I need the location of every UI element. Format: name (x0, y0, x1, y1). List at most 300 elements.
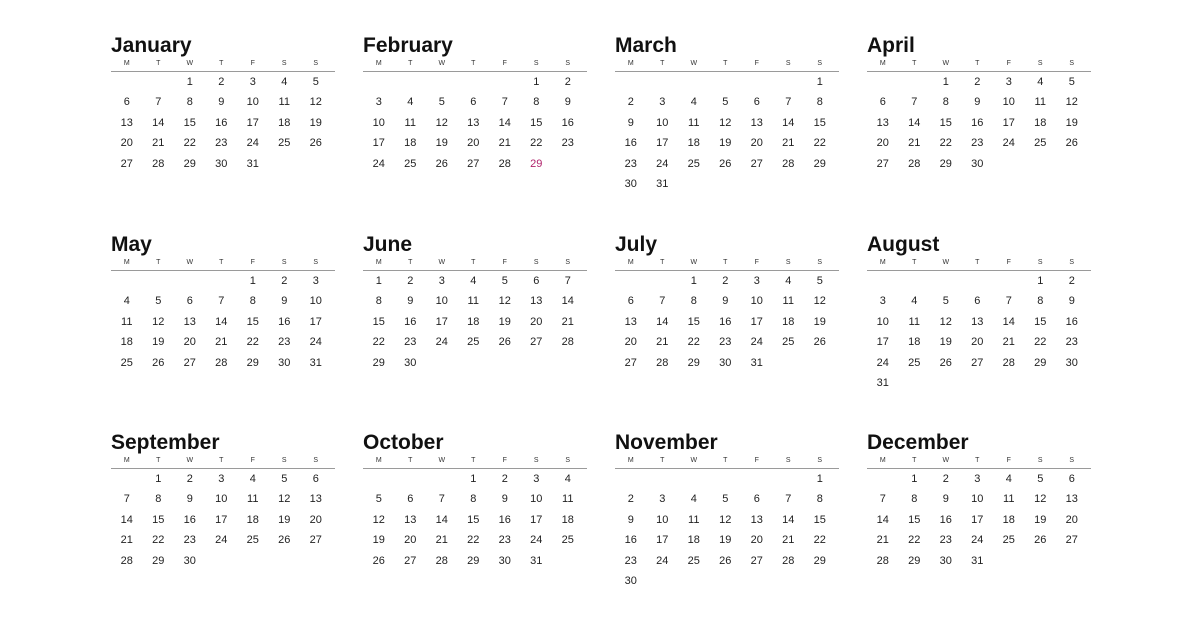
day-cell: 8 (1037, 295, 1044, 308)
day-cell: 14 (908, 116, 921, 129)
day-cell: 13 (876, 116, 889, 129)
day-cell: 6 (627, 295, 634, 308)
empty-day-cell (395, 469, 427, 489)
day-cell: 5 (1037, 473, 1044, 485)
day-cell: 19 (278, 513, 291, 526)
week-row (615, 469, 839, 489)
day-cell: 17 (971, 513, 984, 526)
day-cell: 27 (1065, 534, 1078, 547)
day-cell: 18 (561, 513, 574, 526)
day-cell: 10 (246, 96, 259, 109)
day-cell: 21 (656, 336, 669, 349)
day-cell: 23 (939, 534, 952, 547)
weekday-label: T (723, 60, 728, 67)
day-cell: 26 (309, 137, 322, 150)
week-row (363, 271, 587, 291)
day-cell: 23 (278, 336, 291, 349)
day-cell: 25 (687, 157, 700, 170)
empty-day-cell (804, 174, 836, 194)
day-cell: 24 (1002, 137, 1015, 150)
day-cell: 7 (659, 295, 666, 308)
day-cell: 27 (467, 157, 480, 170)
day-cell: 14 (1002, 315, 1015, 328)
weekday-label: F (1006, 60, 1011, 67)
day-cell: 15 (152, 513, 165, 526)
day-cell: 25 (782, 336, 795, 349)
empty-day-cell (647, 571, 679, 591)
day-cell: 1 (533, 76, 540, 88)
empty-day-cell (647, 271, 679, 291)
day-cell: 3 (312, 275, 319, 287)
week-row (111, 113, 335, 133)
weekday-label: M (123, 259, 130, 266)
day-cell: 21 (782, 137, 795, 150)
day-cell: 21 (908, 137, 921, 150)
weekday-label: W (438, 60, 446, 67)
empty-day-cell (1025, 154, 1057, 174)
empty-day-cell (962, 271, 994, 291)
day-cell: 6 (186, 295, 193, 308)
day-cell: 22 (152, 534, 165, 547)
day-cell: 7 (785, 96, 792, 109)
day-cell: 5 (722, 493, 729, 506)
day-cell: 24 (372, 157, 385, 170)
day-cell: 15 (908, 513, 921, 526)
day-cell: 17 (1002, 116, 1015, 129)
day-cell: 15 (687, 315, 700, 328)
day-cell: 15 (467, 513, 480, 526)
weekday-label: M (627, 457, 634, 464)
day-cell: 19 (813, 315, 826, 328)
empty-day-cell (647, 72, 679, 92)
weekday-label: S (1069, 259, 1075, 266)
day-cell: 16 (561, 116, 574, 129)
day-cell: 9 (564, 96, 571, 109)
week-row (615, 489, 839, 509)
day-cell: 12 (813, 295, 826, 308)
week-row (867, 332, 1091, 352)
empty-day-cell (710, 469, 742, 489)
empty-day-cell (111, 469, 143, 489)
month-title: December (867, 431, 969, 454)
weekday-label: T (408, 457, 413, 464)
weekday-header (615, 59, 839, 72)
day-cell: 28 (908, 157, 921, 170)
day-cell: 16 (719, 315, 732, 328)
day-cell: 14 (656, 315, 669, 328)
day-cell: 29 (372, 356, 385, 369)
day-cell: 21 (152, 137, 165, 150)
day-cell: 6 (879, 96, 886, 109)
day-cell: 3 (753, 275, 760, 287)
week-row (363, 291, 587, 311)
day-cell: 23 (971, 137, 984, 150)
weekday-label: S (1037, 60, 1043, 67)
day-cell: 14 (876, 513, 889, 526)
week-row (615, 312, 839, 332)
day-cell: 3 (249, 76, 256, 88)
day-cell: 19 (498, 315, 511, 328)
weekday-label: M (375, 457, 382, 464)
day-cell: 11 (121, 315, 133, 328)
week-row (111, 271, 335, 291)
day-cell: 26 (1034, 534, 1047, 547)
week-row (111, 312, 335, 332)
empty-day-cell (804, 571, 836, 591)
weekday-label: T (471, 60, 476, 67)
empty-day-cell (710, 571, 742, 591)
day-cell: 9 (627, 513, 634, 526)
day-cell: 8 (690, 295, 697, 308)
day-cell: 7 (438, 493, 445, 506)
empty-day-cell (552, 551, 584, 571)
day-cell: 29 (687, 356, 700, 369)
day-cell: 2 (186, 473, 193, 485)
empty-day-cell (741, 571, 773, 591)
weekday-header (111, 456, 335, 469)
empty-day-cell (237, 551, 269, 571)
day-cell: 21 (1002, 336, 1015, 349)
day-cell: 17 (750, 315, 763, 328)
empty-day-cell (300, 551, 332, 571)
day-cell: 19 (309, 116, 322, 129)
day-cell: 20 (467, 137, 480, 150)
day-cell: 9 (722, 295, 729, 308)
empty-day-cell (552, 154, 584, 174)
day-cell: 2 (722, 275, 729, 287)
day-cell: 9 (627, 116, 634, 129)
day-cell: 12 (939, 315, 952, 328)
empty-day-cell (930, 373, 962, 393)
day-cell: 22 (183, 137, 196, 150)
weekday-label: T (660, 259, 665, 266)
empty-day-cell (773, 571, 805, 591)
day-cell: 4 (911, 295, 918, 308)
day-cell: 23 (624, 157, 637, 170)
day-cell: 14 (435, 513, 448, 526)
empty-day-cell (741, 469, 773, 489)
day-cell: 19 (719, 137, 732, 150)
day-cell: 27 (183, 356, 196, 369)
day-cell: 1 (470, 473, 477, 485)
weekday-label: T (723, 457, 728, 464)
empty-day-cell (489, 353, 521, 373)
weekday-label: W (186, 60, 194, 67)
day-cell: 22 (1034, 336, 1047, 349)
weekday-label: M (123, 60, 130, 67)
weekday-label: W (942, 457, 950, 464)
weekday-header (111, 258, 335, 271)
day-cell: 10 (656, 116, 669, 129)
day-cell: 1 (155, 473, 162, 485)
day-cell: 22 (246, 336, 259, 349)
day-cell: 22 (372, 336, 385, 349)
day-cell: 26 (152, 356, 165, 369)
weekday-label: W (438, 259, 446, 266)
day-cell: 26 (719, 157, 732, 170)
day-cell: 19 (435, 137, 448, 150)
empty-day-cell (867, 271, 899, 291)
day-cell: 28 (120, 554, 133, 567)
day-cell: 20 (624, 336, 637, 349)
week-row (111, 469, 335, 489)
day-cell: 14 (782, 116, 795, 129)
weekday-label: T (975, 457, 980, 464)
day-cell: 9 (186, 493, 193, 506)
day-cell: 15 (939, 116, 952, 129)
day-cell: 20 (120, 137, 133, 150)
day-cell: 8 (155, 493, 162, 506)
day-cell: 10 (971, 493, 984, 506)
weekday-label: M (879, 259, 886, 266)
weekday-header (363, 59, 587, 72)
day-cell: 21 (782, 534, 795, 547)
week-row (111, 551, 335, 571)
day-cell: 5 (312, 76, 319, 88)
week-row (363, 353, 587, 373)
day-cell: 28 (435, 554, 448, 567)
day-cell: 26 (435, 157, 448, 170)
empty-day-cell (300, 154, 332, 174)
day-cell: 9 (974, 96, 981, 109)
day-cell: 13 (467, 116, 480, 129)
empty-day-cell (269, 551, 301, 571)
day-cell: 11 (688, 513, 700, 526)
day-cell: 28 (561, 336, 574, 349)
day-cell: 19 (1065, 116, 1078, 129)
weekday-label: T (219, 457, 224, 464)
day-cell: 15 (813, 513, 826, 526)
day-cell: 29 (1034, 356, 1047, 369)
day-cell: 24 (530, 534, 543, 547)
empty-day-cell (678, 174, 710, 194)
day-cell: 16 (624, 534, 637, 547)
day-cell: 21 (120, 534, 133, 547)
day-cell: 27 (750, 157, 763, 170)
day-cell: 7 (501, 96, 508, 109)
day-cell: 17 (215, 513, 228, 526)
empty-day-cell (615, 469, 647, 489)
day-cell: 1 (375, 275, 382, 287)
weekday-label: F (250, 60, 255, 67)
empty-day-cell (993, 271, 1025, 291)
weekday-label: F (502, 259, 507, 266)
day-cell: 15 (1034, 315, 1047, 328)
week-row (867, 154, 1091, 174)
day-cell: 17 (309, 315, 322, 328)
week-row (867, 489, 1091, 509)
week-row (363, 154, 587, 174)
day-cell: 20 (750, 137, 763, 150)
day-cell: 14 (120, 513, 133, 526)
day-cell: 16 (939, 513, 952, 526)
week-row (615, 291, 839, 311)
weekday-label: T (912, 60, 917, 67)
month-title: October (363, 431, 444, 454)
weekday-label: F (754, 60, 759, 67)
empty-day-cell (111, 72, 143, 92)
day-cell: 14 (498, 116, 511, 129)
weekday-label: S (281, 60, 287, 67)
day-cell: 4 (1037, 76, 1044, 88)
day-cell: 11 (278, 96, 290, 109)
weekday-label: T (660, 457, 665, 464)
day-cell: 18 (1002, 513, 1015, 526)
empty-day-cell (773, 353, 805, 373)
day-cell: 30 (719, 356, 732, 369)
week-row (111, 510, 335, 530)
month-title: August (867, 233, 940, 256)
empty-day-cell (710, 72, 742, 92)
day-cell: 23 (215, 137, 228, 150)
day-cell: 13 (624, 315, 637, 328)
day-cell: 6 (753, 96, 760, 109)
month-july (615, 233, 839, 373)
day-cell: 30 (624, 574, 637, 587)
week-row (867, 530, 1091, 550)
day-cell: 10 (435, 295, 448, 308)
day-cell: 31 (750, 356, 763, 369)
day-cell: 31 (246, 157, 259, 170)
day-cell: 2 (218, 76, 225, 88)
week-row (363, 510, 587, 530)
day-cell: 11 (562, 493, 574, 506)
weekday-label: S (281, 457, 287, 464)
day-cell: 24 (656, 157, 669, 170)
day-cell: 22 (939, 137, 952, 150)
week-row (363, 133, 587, 153)
day-cell: 30 (939, 554, 952, 567)
week-row (867, 312, 1091, 332)
day-cell: 12 (719, 513, 732, 526)
day-cell: 24 (750, 336, 763, 349)
empty-day-cell (899, 271, 931, 291)
day-cell: 17 (435, 315, 448, 328)
day-cell: 8 (911, 493, 918, 506)
empty-day-cell (899, 72, 931, 92)
day-cell: 19 (1034, 513, 1047, 526)
day-cell: 5 (816, 275, 823, 287)
day-cell: 3 (659, 96, 666, 109)
day-cell: 11 (1034, 96, 1046, 109)
weekday-label: S (313, 60, 319, 67)
day-cell: 24 (876, 356, 889, 369)
day-cell: 1 (942, 76, 949, 88)
day-cell: 2 (281, 275, 288, 287)
day-cell: 12 (719, 116, 732, 129)
day-cell: 31 (656, 177, 669, 190)
weekday-label: T (408, 60, 413, 67)
day-cell: 16 (624, 137, 637, 150)
day-cell: 13 (971, 315, 984, 328)
day-cell: 12 (309, 96, 322, 109)
weekday-label: F (502, 457, 507, 464)
empty-day-cell (710, 174, 742, 194)
empty-day-cell (1025, 551, 1057, 571)
day-cell: 21 (215, 336, 228, 349)
day-cell: 13 (1065, 493, 1078, 506)
weekday-label: F (250, 259, 255, 266)
week-row (615, 154, 839, 174)
day-cell: 13 (183, 315, 196, 328)
day-cell: 17 (372, 137, 385, 150)
weekday-header (615, 258, 839, 271)
day-cell: 30 (404, 356, 417, 369)
day-cell: 24 (215, 534, 228, 547)
day-cell: 8 (249, 295, 256, 308)
day-cell: 12 (498, 295, 511, 308)
day-cell: 18 (278, 116, 291, 129)
weekday-label: T (219, 259, 224, 266)
day-cell: 31 (530, 554, 543, 567)
week-row (111, 291, 335, 311)
week-row (867, 271, 1091, 291)
day-cell: 3 (659, 493, 666, 506)
day-cell: 4 (249, 473, 256, 485)
day-cell: 30 (183, 554, 196, 567)
day-cell: 23 (404, 336, 417, 349)
week-row (111, 489, 335, 509)
weekday-label: F (502, 60, 507, 67)
day-cell: 29 (152, 554, 165, 567)
day-cell: 11 (908, 315, 920, 328)
day-cell: 19 (939, 336, 952, 349)
empty-day-cell (363, 72, 395, 92)
week-row (615, 353, 839, 373)
week-row (615, 510, 839, 530)
week-row (867, 133, 1091, 153)
day-cell: 18 (908, 336, 921, 349)
empty-day-cell (269, 154, 301, 174)
day-cell: 2 (627, 493, 634, 506)
day-cell: 15 (530, 116, 543, 129)
weekday-label: S (533, 60, 539, 67)
week-row (867, 551, 1091, 571)
empty-day-cell (773, 72, 805, 92)
weekday-label: W (690, 457, 698, 464)
day-cell: 17 (876, 336, 889, 349)
month-title: September (111, 431, 220, 454)
day-cell: 3 (879, 295, 886, 308)
month-november (615, 431, 839, 591)
weekday-label: F (250, 457, 255, 464)
day-cell: 26 (372, 554, 385, 567)
day-cell: 10 (750, 295, 763, 308)
highlighted-day-cell: 29 (530, 157, 543, 170)
weekday-label: T (660, 60, 665, 67)
day-cell: 3 (438, 275, 445, 287)
day-cell: 18 (687, 137, 700, 150)
day-cell: 12 (1034, 493, 1047, 506)
day-cell: 4 (564, 473, 571, 485)
week-row (111, 530, 335, 550)
day-cell: 10 (309, 295, 322, 308)
day-cell: 7 (879, 493, 886, 506)
empty-day-cell (678, 72, 710, 92)
day-cell: 16 (971, 116, 984, 129)
day-cell: 8 (816, 493, 823, 506)
weekday-header (867, 456, 1091, 469)
weekday-header (867, 258, 1091, 271)
week-row (867, 113, 1091, 133)
weekday-label: S (817, 60, 823, 67)
weekday-label: M (123, 457, 130, 464)
day-cell: 24 (435, 336, 448, 349)
weekday-label: W (186, 457, 194, 464)
day-cell: 19 (152, 336, 165, 349)
day-cell: 6 (974, 295, 981, 308)
day-cell: 6 (123, 96, 130, 109)
